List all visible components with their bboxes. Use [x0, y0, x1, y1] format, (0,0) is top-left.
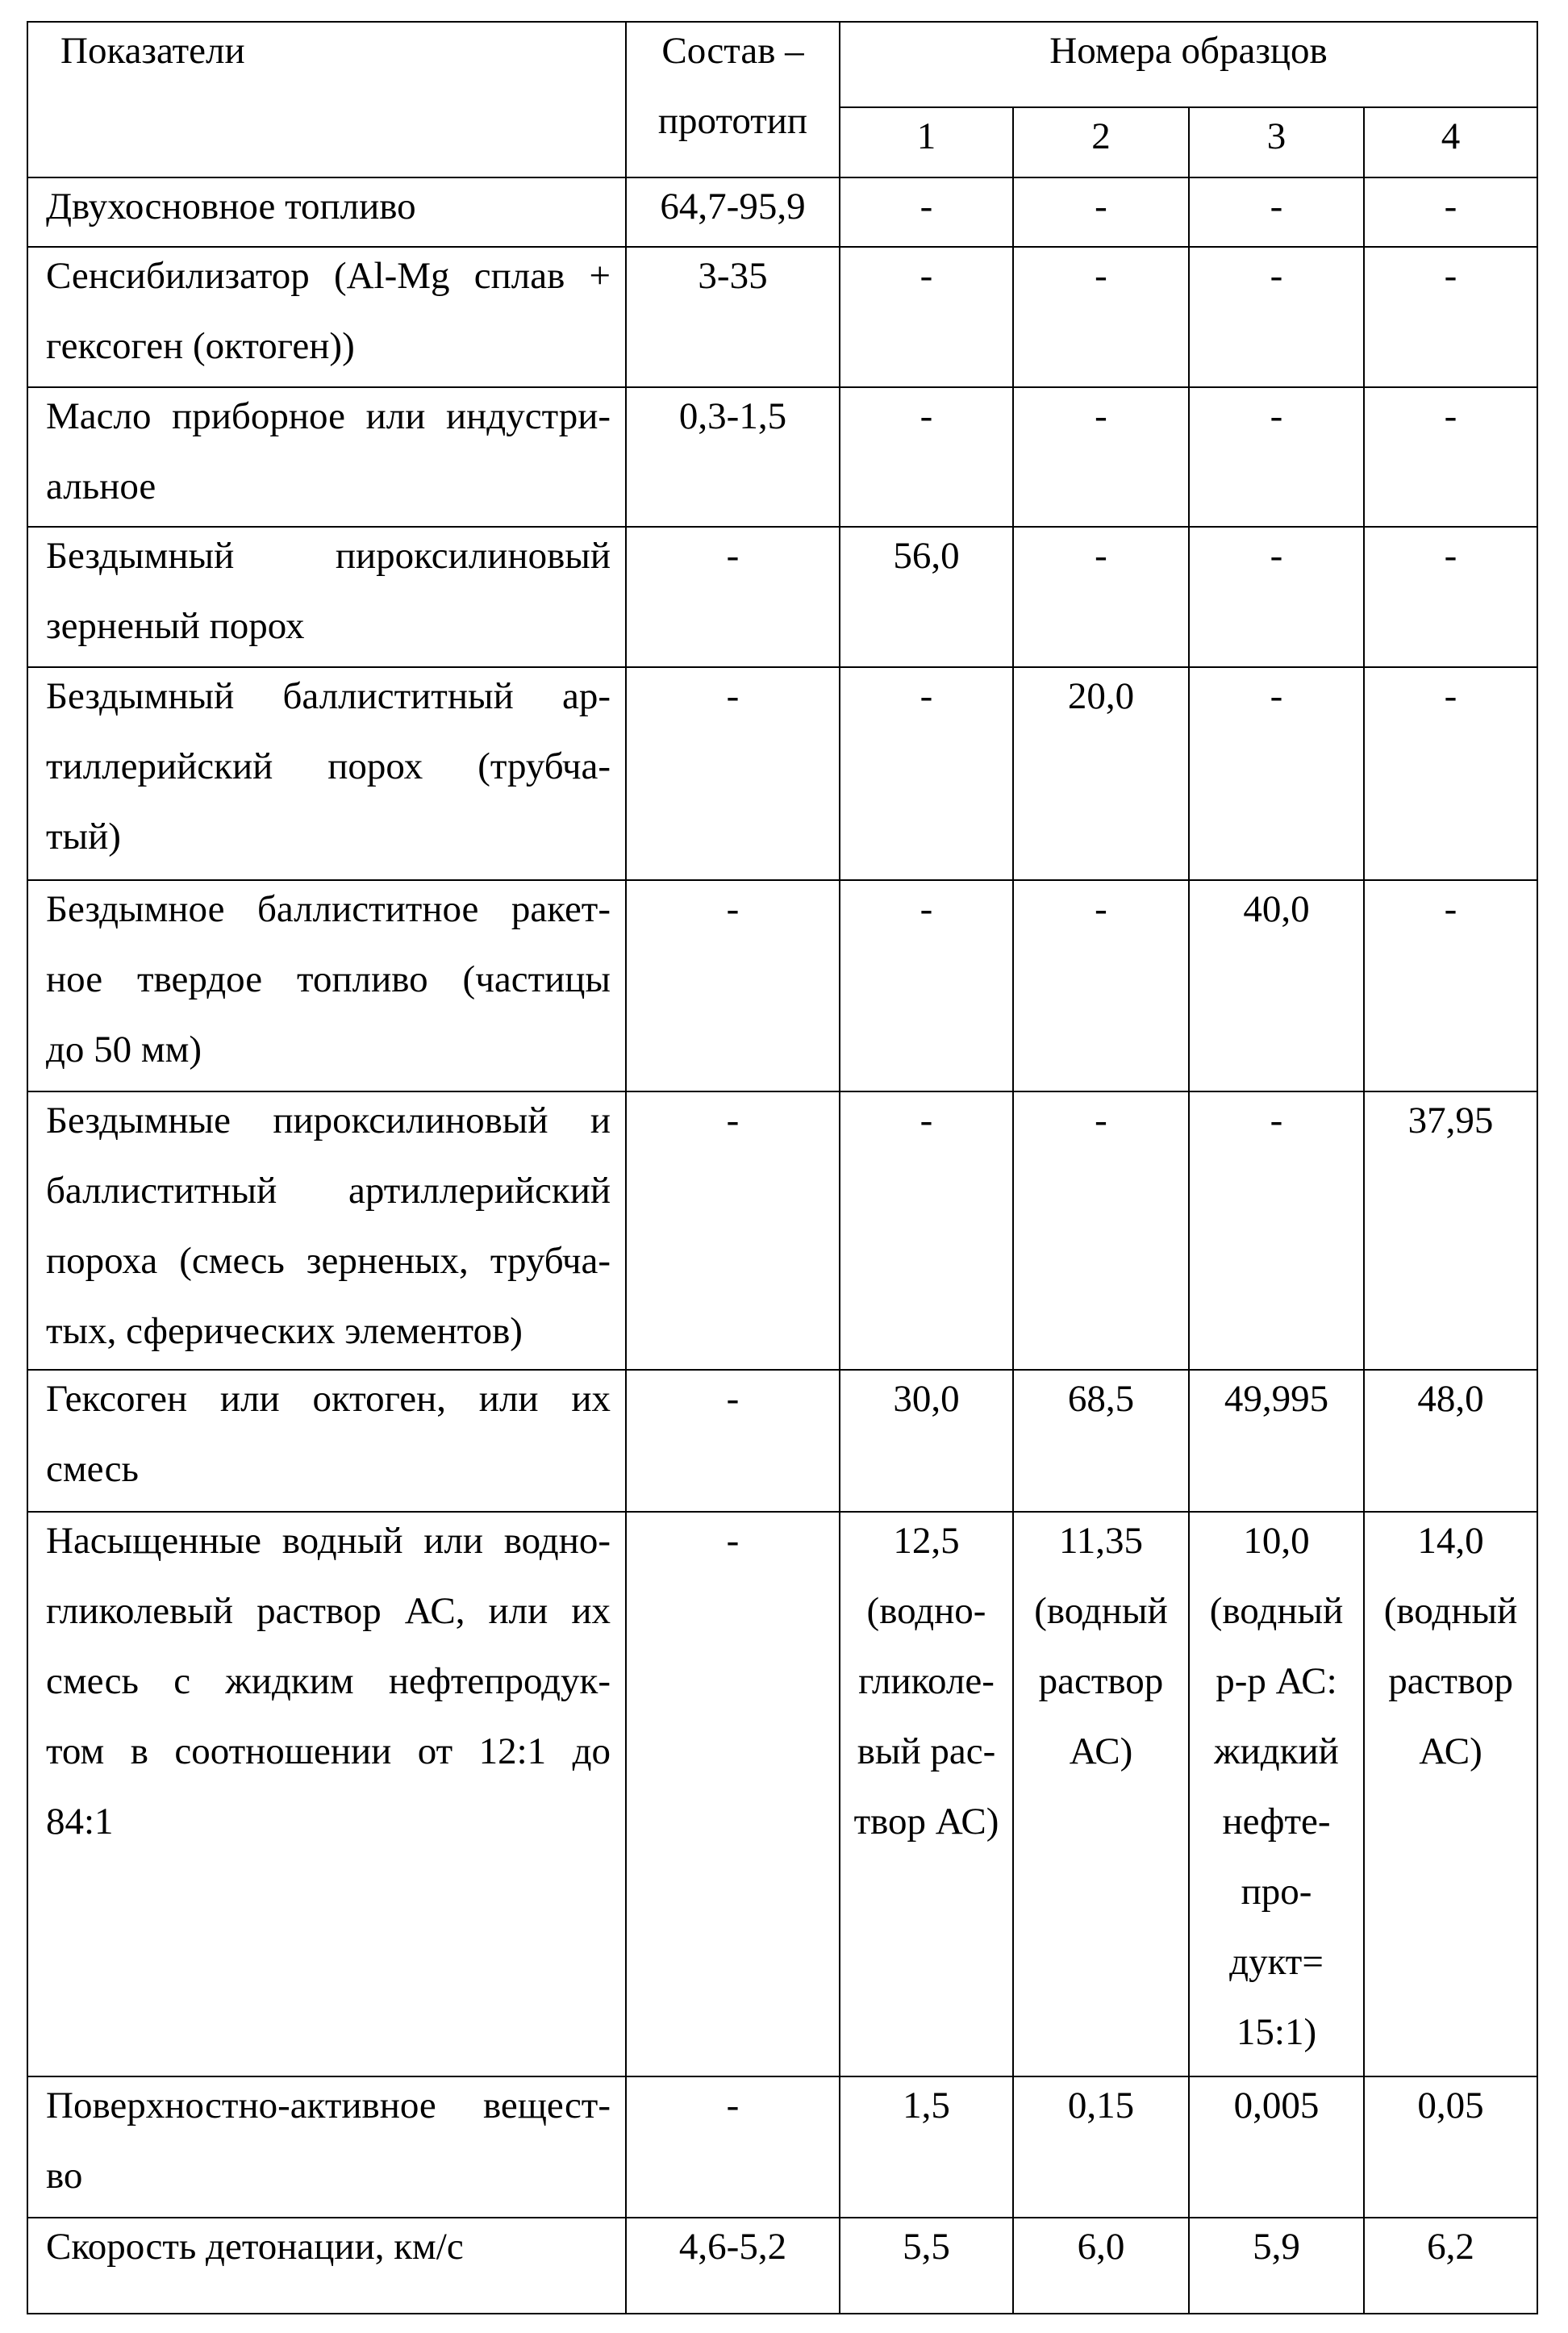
prototype-cell-content: [627, 2071, 839, 2141]
sample-3-cell-content: [1190, 521, 1363, 591]
header-samples-title-content: [840, 16, 1537, 86]
sample-2-cell-content: [1014, 1506, 1188, 1787]
sample-3-cell: [1189, 387, 1364, 527]
indicator-cell-content: [46, 172, 611, 242]
cell-text-line: -: [1190, 521, 1363, 591]
cell-text-line: -: [627, 1506, 839, 1576]
header-sample-2-content: [1014, 102, 1188, 172]
cell-text-line: -: [1190, 382, 1363, 452]
cell-text-line: жидкий: [1190, 1717, 1363, 1787]
sample-2-cell-content: [1014, 662, 1188, 732]
sample-1-cell: [840, 667, 1013, 880]
cell-text-line: -: [1014, 172, 1188, 242]
prototype-cell: [626, 387, 840, 527]
cell-text-line: р-р АС:: [1190, 1646, 1363, 1717]
table-row: [27, 667, 1537, 880]
prototype-cell: [626, 2076, 840, 2218]
indicator-cell: [27, 667, 626, 880]
prototype-cell-content: [627, 521, 839, 591]
sample-3-cell-content: [1190, 662, 1363, 732]
cell-text-line: до 50 мм): [46, 1015, 611, 1085]
prototype-cell: [626, 1512, 840, 2076]
sample-3-cell-content: [1190, 1364, 1363, 1434]
cell-text-line: ное твердое топливо (частицы: [46, 945, 611, 1015]
sample-4-cell-content: [1365, 241, 1537, 311]
cell-text-line: Насыщенные водный или водно-: [46, 1506, 611, 1576]
cell-text-line: 4,6-5,2: [627, 2212, 839, 2282]
sample-3-cell: [1189, 2218, 1364, 2314]
cell-text-line: пороха (смесь зерненых, трубча-: [46, 1226, 611, 1296]
cell-text-line: -: [840, 241, 1012, 311]
cell-text-line: -: [627, 662, 839, 732]
indicator-cell: [27, 1512, 626, 2076]
prototype-cell: [626, 1370, 840, 1512]
cell-text-line: АС): [1014, 1717, 1188, 1787]
sample-3-cell-content: [1190, 1506, 1363, 2068]
cell-text-line: 64,7-95,9: [627, 172, 839, 242]
cell-text-line: -: [627, 874, 839, 945]
cell-text-line: Бездымный пироксилиновый: [46, 521, 611, 591]
cell-text-line: -: [1014, 874, 1188, 945]
prototype-cell: [626, 2218, 840, 2314]
prototype-cell-content: [627, 382, 839, 452]
sample-1-cell-content: [840, 2071, 1012, 2141]
header-sample-4: [1364, 107, 1537, 177]
cell-text-line: -: [1365, 172, 1537, 242]
header-sample-2: [1013, 107, 1189, 177]
table-header: [27, 22, 1537, 177]
cell-text-line: -: [1014, 521, 1188, 591]
cell-text-line: 56,0: [840, 521, 1012, 591]
cell-text-line: -: [1190, 662, 1363, 732]
prototype-cell: [626, 177, 840, 247]
sample-3-cell-content: [1190, 2212, 1363, 2282]
sample-1-cell-content: [840, 2212, 1012, 2282]
table-row: [27, 177, 1537, 247]
sample-2-cell-content: [1014, 1364, 1188, 1434]
sample-3-cell: [1189, 1512, 1364, 2076]
indicator-cell-content: [46, 874, 611, 1085]
prototype-cell-content: [627, 1364, 839, 1434]
prototype-cell: [626, 247, 840, 387]
cell-text-line: 30,0: [840, 1364, 1012, 1434]
sample-2-cell: [1013, 527, 1189, 667]
sample-4-cell-content: [1365, 1364, 1537, 1434]
sample-4-cell: [1364, 387, 1537, 527]
cell-text-line: твор АС): [840, 1787, 1012, 1857]
cell-text-line: -: [1014, 1086, 1188, 1156]
header-sample-number: 2: [1014, 102, 1188, 172]
indicator-cell: [27, 2218, 626, 2314]
composition-table: [27, 21, 1538, 2314]
sample-2-cell-content: [1014, 1086, 1188, 1156]
prototype-cell-content: [627, 172, 839, 242]
sample-4-cell: [1364, 667, 1537, 880]
sample-4-cell-content: [1365, 1086, 1537, 1156]
cell-text-line: 3-35: [627, 241, 839, 311]
indicator-cell: [27, 527, 626, 667]
indicator-cell-content: [46, 241, 611, 382]
cell-text-line: альное: [46, 452, 611, 522]
cell-text-line: 10,0: [1190, 1506, 1363, 1576]
cell-text-line: (водный: [1190, 1576, 1363, 1646]
indicator-cell: [27, 1091, 626, 1370]
cell-text-line: Бездымное баллиститное ракет-: [46, 874, 611, 945]
cell-text-line: -: [840, 874, 1012, 945]
indicator-cell-content: [46, 1506, 611, 1857]
sample-1-cell-content: [840, 874, 1012, 945]
cell-text-line: (водный: [1365, 1576, 1537, 1646]
sample-1-cell-content: [840, 382, 1012, 452]
sample-4-cell-content: [1365, 2212, 1537, 2282]
cell-text-line: -: [627, 1086, 839, 1156]
indicator-cell-content: [46, 2212, 611, 2282]
sample-1-cell-content: [840, 172, 1012, 242]
sample-3-cell: [1189, 667, 1364, 880]
sample-3-cell: [1189, 527, 1364, 667]
cell-text-line: (водный: [1014, 1576, 1188, 1646]
indicator-cell: [27, 880, 626, 1091]
table-row: [27, 387, 1537, 527]
cell-text-line: Бездымные пироксилиновый и: [46, 1086, 611, 1156]
sample-1-cell: [840, 1512, 1013, 2076]
table-row: [27, 527, 1537, 667]
indicator-cell-content: [46, 662, 611, 872]
sample-3-cell: [1189, 1370, 1364, 1512]
sample-4-cell: [1364, 880, 1537, 1091]
indicator-cell-content: [46, 2071, 611, 2211]
prototype-cell: [626, 527, 840, 667]
cell-text-line: 84:1: [46, 1787, 611, 1857]
sample-1-cell: [840, 247, 1013, 387]
table-row: [27, 1370, 1537, 1512]
sample-3-cell: [1189, 1091, 1364, 1370]
cell-text-line: гликоле-: [840, 1646, 1012, 1717]
sample-3-cell: [1189, 2076, 1364, 2218]
cell-text-line: -: [1014, 382, 1188, 452]
cell-text-line: раствор: [1014, 1646, 1188, 1717]
cell-text-line: дукт=: [1190, 1927, 1363, 1997]
header-prototype-label-line: Состав –: [627, 16, 839, 86]
sample-1-cell-content: [840, 521, 1012, 591]
sample-4-cell: [1364, 1091, 1537, 1370]
cell-text-line: 5,9: [1190, 2212, 1363, 2282]
cell-text-line: вый рас-: [840, 1717, 1012, 1787]
sample-3-cell-content: [1190, 241, 1363, 311]
sample-4-cell: [1364, 177, 1537, 247]
header-sample-1: [840, 107, 1013, 177]
sample-2-cell: [1013, 177, 1189, 247]
cell-text-line: -: [1365, 874, 1537, 945]
cell-text-line: -: [1365, 521, 1537, 591]
table-body: [27, 177, 1537, 2314]
cell-text-line: тых, сферических элементов): [46, 1296, 611, 1367]
indicator-cell-content: [46, 521, 611, 662]
prototype-cell-content: [627, 662, 839, 732]
cell-text-line: АС): [1365, 1717, 1537, 1787]
cell-text-line: 11,35: [1014, 1506, 1188, 1576]
sample-4-cell: [1364, 2218, 1537, 2314]
cell-text-line: смесь с жидким нефтепродук-: [46, 1646, 611, 1717]
cell-text-line: гексоген (октоген)): [46, 311, 611, 382]
sample-3-cell-content: [1190, 172, 1363, 242]
cell-text-line: 12,5: [840, 1506, 1012, 1576]
header-indicators: [27, 22, 626, 177]
sample-3-cell-content: [1190, 2071, 1363, 2141]
sample-4-cell-content: [1365, 2071, 1537, 2141]
cell-text-line: Двухосновное топливо: [46, 172, 611, 242]
header-row: [27, 22, 1537, 107]
cell-text-line: 0,3-1,5: [627, 382, 839, 452]
prototype-cell: [626, 667, 840, 880]
sample-2-cell: [1013, 1091, 1189, 1370]
sample-2-cell-content: [1014, 172, 1188, 242]
cell-text-line: зерненый порох: [46, 591, 611, 662]
cell-text-line: баллиститный артиллерийский: [46, 1156, 611, 1226]
header-sample-number: 3: [1190, 102, 1363, 172]
cell-text-line: Скорость детонации, км/с: [46, 2212, 611, 2282]
cell-text-line: 0,15: [1014, 2071, 1188, 2141]
indicator-cell: [27, 177, 626, 247]
indicator-cell: [27, 1370, 626, 1512]
table-row: [27, 1091, 1537, 1370]
cell-text-line: -: [1190, 241, 1363, 311]
table-row: [27, 1512, 1537, 2076]
table-row: [27, 880, 1537, 1091]
sample-4-cell-content: [1365, 662, 1537, 732]
header-sample-1-content: [840, 102, 1012, 172]
sample-1-cell-content: [840, 241, 1012, 311]
header-sample-number: 4: [1365, 102, 1537, 172]
sample-1-cell-content: [840, 1506, 1012, 1857]
table-row: [27, 2076, 1537, 2218]
cell-text-line: -: [840, 382, 1012, 452]
sample-1-cell: [840, 1370, 1013, 1512]
cell-text-line: 15:1): [1190, 1997, 1363, 2068]
sample-2-cell: [1013, 387, 1189, 527]
sample-2-cell-content: [1014, 382, 1188, 452]
indicator-cell: [27, 387, 626, 527]
sample-1-cell: [840, 1091, 1013, 1370]
header-samples-title: [840, 22, 1537, 107]
sample-2-cell: [1013, 1370, 1189, 1512]
sample-2-cell: [1013, 2218, 1189, 2314]
cell-text-line: 48,0: [1365, 1364, 1537, 1434]
header-sample-4-content: [1365, 102, 1537, 172]
cell-text-line: -: [840, 172, 1012, 242]
cell-text-line: -: [1365, 241, 1537, 311]
indicator-cell-content: [46, 1364, 611, 1505]
cell-text-line: Масло приборное или индустри-: [46, 382, 611, 452]
cell-text-line: -: [627, 2071, 839, 2141]
cell-text-line: -: [1365, 382, 1537, 452]
sample-1-cell: [840, 880, 1013, 1091]
cell-text-line: Поверхностно-активное вещест-: [46, 2071, 611, 2141]
cell-text-line: 0,05: [1365, 2071, 1537, 2141]
sample-2-cell-content: [1014, 241, 1188, 311]
indicator-cell: [27, 2076, 626, 2218]
cell-text-line: 40,0: [1190, 874, 1363, 945]
cell-text-line: -: [1365, 662, 1537, 732]
sample-3-cell: [1189, 177, 1364, 247]
sample-4-cell: [1364, 247, 1537, 387]
sample-1-cell-content: [840, 1086, 1012, 1156]
cell-text-line: -: [1014, 241, 1188, 311]
prototype-cell-content: [627, 2212, 839, 2282]
sample-1-cell: [840, 2218, 1013, 2314]
cell-text-line: тый): [46, 802, 611, 872]
sample-4-cell-content: [1365, 874, 1537, 945]
cell-text-line: (водно-: [840, 1576, 1012, 1646]
sample-4-cell: [1364, 1512, 1537, 2076]
prototype-cell: [626, 1091, 840, 1370]
cell-text-line: 14,0: [1365, 1506, 1537, 1576]
cell-text-line: гликолевый раствор АС, или их: [46, 1576, 611, 1646]
prototype-cell-content: [627, 1506, 839, 1576]
table-row: [27, 247, 1537, 387]
table-row: [27, 2218, 1537, 2314]
header-prototype: [626, 22, 840, 177]
sample-4-cell-content: [1365, 172, 1537, 242]
cell-text-line: во: [46, 2141, 611, 2211]
cell-text-line: смесь: [46, 1434, 611, 1505]
cell-text-line: нефте-: [1190, 1787, 1363, 1857]
sample-2-cell: [1013, 1512, 1189, 2076]
cell-text-line: 5,5: [840, 2212, 1012, 2282]
header-sample-3-content: [1190, 102, 1363, 172]
header-sample-3: [1189, 107, 1364, 177]
prototype-cell-content: [627, 1086, 839, 1156]
sample-2-cell: [1013, 667, 1189, 880]
sample-4-cell: [1364, 2076, 1537, 2218]
sample-4-cell: [1364, 527, 1537, 667]
cell-text-line: тиллерийский порох (трубча-: [46, 732, 611, 802]
indicator-cell-content: [46, 1086, 611, 1367]
cell-text-line: 0,005: [1190, 2071, 1363, 2141]
prototype-cell-content: [627, 241, 839, 311]
header-prototype-content: [627, 16, 839, 157]
sample-1-cell: [840, 2076, 1013, 2218]
sample-4-cell: [1364, 1370, 1537, 1512]
sample-2-cell: [1013, 2076, 1189, 2218]
cell-text-line: раствор: [1365, 1646, 1537, 1717]
sample-3-cell: [1189, 880, 1364, 1091]
prototype-cell-content: [627, 874, 839, 945]
cell-text-line: том в соотношении от 12:1 до: [46, 1717, 611, 1787]
header-samples-title-label: Номера образцов: [840, 16, 1537, 86]
cell-text-line: -: [1190, 172, 1363, 242]
sample-1-cell-content: [840, 662, 1012, 732]
indicator-cell: [27, 247, 626, 387]
sample-4-cell-content: [1365, 382, 1537, 452]
cell-text-line: Гексоген или октоген, или их: [46, 1364, 611, 1434]
cell-text-line: Сенсибилизатор (Al-Mg сплав +: [46, 241, 611, 311]
sample-2-cell-content: [1014, 2212, 1188, 2282]
sample-2-cell: [1013, 880, 1189, 1091]
cell-text-line: 20,0: [1014, 662, 1188, 732]
sample-2-cell-content: [1014, 521, 1188, 591]
header-indicators-content: [60, 16, 611, 86]
cell-text-line: -: [840, 662, 1012, 732]
cell-text-line: 6,2: [1365, 2212, 1537, 2282]
cell-text-line: -: [1190, 1086, 1363, 1156]
sample-2-cell-content: [1014, 2071, 1188, 2141]
sample-2-cell: [1013, 247, 1189, 387]
cell-text-line: 6,0: [1014, 2212, 1188, 2282]
header-sample-number: 1: [840, 102, 1012, 172]
cell-text-line: 1,5: [840, 2071, 1012, 2141]
cell-text-line: Бездымный баллиститный ар-: [46, 662, 611, 732]
sample-4-cell-content: [1365, 521, 1537, 591]
sample-1-cell-content: [840, 1364, 1012, 1434]
cell-text-line: -: [840, 1086, 1012, 1156]
cell-text-line: про-: [1190, 1857, 1363, 1927]
cell-text-line: 49,995: [1190, 1364, 1363, 1434]
sample-1-cell: [840, 527, 1013, 667]
cell-text-line: -: [627, 521, 839, 591]
header-prototype-label-line: прототип: [627, 86, 839, 157]
sample-1-cell: [840, 177, 1013, 247]
prototype-cell: [626, 880, 840, 1091]
cell-text-line: 68,5: [1014, 1364, 1188, 1434]
sample-3-cell-content: [1190, 382, 1363, 452]
sample-4-cell-content: [1365, 1506, 1537, 1787]
sample-2-cell-content: [1014, 874, 1188, 945]
header-indicators-label: Показатели: [60, 16, 611, 86]
sample-3-cell: [1189, 247, 1364, 387]
sample-3-cell-content: [1190, 1086, 1363, 1156]
cell-text-line: 37,95: [1365, 1086, 1537, 1156]
sample-3-cell-content: [1190, 874, 1363, 945]
sample-1-cell: [840, 387, 1013, 527]
indicator-cell-content: [46, 382, 611, 522]
cell-text-line: -: [627, 1364, 839, 1434]
